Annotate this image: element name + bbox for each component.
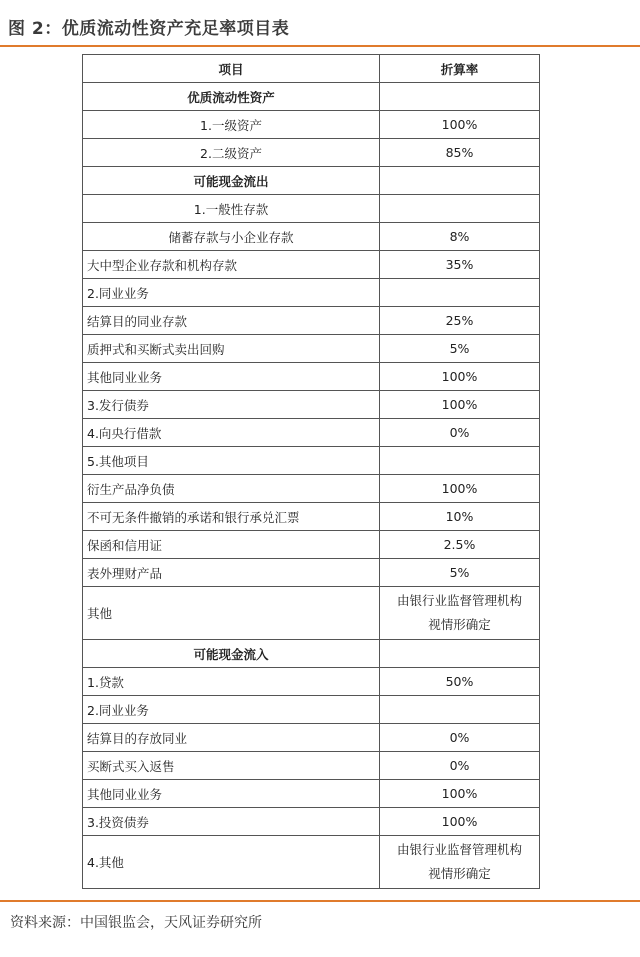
row-item: 大中型企业存款和机构存款: [83, 251, 380, 279]
table-row: [83, 195, 540, 223]
rate-line: 由银行业监督管理机构: [396, 842, 522, 857]
table-row: [83, 447, 540, 475]
rate-line: 由银行业监督管理机构: [396, 593, 522, 608]
row-rate: 85%: [380, 139, 540, 167]
row-rate: [380, 447, 540, 475]
table-row: [83, 139, 540, 167]
table-row: [83, 279, 540, 307]
table-row: [83, 808, 540, 836]
top-rule: [0, 45, 640, 47]
row-rate: [380, 167, 540, 195]
table-row: [83, 559, 540, 587]
row-item: 优质流动性资产: [83, 83, 380, 111]
row-rate: 8%: [380, 223, 540, 251]
row-rate: [380, 836, 540, 889]
row-rate: 35%: [380, 251, 540, 279]
row-item: 1.一般性存款: [83, 195, 380, 223]
row-item: 质押式和买断式卖出回购: [83, 335, 380, 363]
row-item: 衍生产品净负债: [83, 475, 380, 503]
row-item: 1.贷款: [83, 668, 380, 696]
row-item: 2.二级资产: [83, 139, 380, 167]
table-row: [83, 167, 540, 195]
rate-line: 视情形确定: [428, 617, 491, 632]
row-rate: 100%: [380, 780, 540, 808]
row-rate: 0%: [380, 724, 540, 752]
table-row: [83, 668, 540, 696]
figure-title: 图 2：优质流动性资产充足率项目表: [8, 19, 290, 39]
row-item: 其他同业业务: [83, 780, 380, 808]
row-rate: [380, 696, 540, 724]
row-item: 不可无条件撤销的承诺和银行承兑汇票: [83, 503, 380, 531]
row-item: 保函和信用证: [83, 531, 380, 559]
row-item: 5.其他项目: [83, 447, 380, 475]
table-header-row: [83, 55, 540, 83]
bottom-rule: [0, 900, 640, 902]
table-row: [83, 335, 540, 363]
table-body: [83, 83, 540, 889]
table-row: [83, 475, 540, 503]
row-rate: [380, 195, 540, 223]
row-item: 3.投资债券: [83, 808, 380, 836]
table-row: [83, 531, 540, 559]
row-item: 2.同业业务: [83, 696, 380, 724]
table-row: [83, 587, 540, 640]
row-rate: 50%: [380, 668, 540, 696]
table-row: [83, 223, 540, 251]
row-rate: 100%: [380, 111, 540, 139]
liquidity-ratio-table: [82, 54, 540, 889]
row-item: 4.向央行借款: [83, 419, 380, 447]
row-rate: 5%: [380, 335, 540, 363]
row-item: 结算目的同业存款: [83, 307, 380, 335]
row-item: 其他: [83, 587, 380, 640]
rate-line: 视情形确定: [428, 866, 491, 881]
row-item: 买断式买入返售: [83, 752, 380, 780]
row-rate: [380, 83, 540, 111]
row-rate: 5%: [380, 559, 540, 587]
row-item: 可能现金流出: [83, 167, 380, 195]
row-rate: 25%: [380, 307, 540, 335]
table-row: [83, 640, 540, 668]
row-rate: 100%: [380, 475, 540, 503]
table-row: [83, 419, 540, 447]
row-item: 表外理财产品: [83, 559, 380, 587]
row-item: 储蓄存款与小企业存款: [83, 223, 380, 251]
row-item: 结算目的存放同业: [83, 724, 380, 752]
table-row: [83, 251, 540, 279]
row-rate: 2.5%: [380, 531, 540, 559]
row-rate: 100%: [380, 363, 540, 391]
table-row: [83, 724, 540, 752]
source-note: 资料来源：中国银监会，天风证券研究所: [10, 915, 262, 931]
header-rate: 折算率: [380, 55, 540, 83]
row-rate: 0%: [380, 419, 540, 447]
row-rate: 0%: [380, 752, 540, 780]
row-item: 其他同业业务: [83, 363, 380, 391]
table-row: [83, 83, 540, 111]
table-row: [83, 752, 540, 780]
row-item: 3.发行债券: [83, 391, 380, 419]
row-item: 可能现金流入: [83, 640, 380, 668]
row-item: 2.同业业务: [83, 279, 380, 307]
table-row: [83, 696, 540, 724]
header-item: 项目: [83, 55, 380, 83]
row-rate: [380, 279, 540, 307]
table-row: [83, 307, 540, 335]
table-row: [83, 836, 540, 889]
row-rate: 100%: [380, 808, 540, 836]
row-item: 1.一级资产: [83, 111, 380, 139]
row-rate: 10%: [380, 503, 540, 531]
table-row: [83, 780, 540, 808]
row-rate: 100%: [380, 391, 540, 419]
table-row: [83, 391, 540, 419]
row-rate: [380, 640, 540, 668]
row-rate: [380, 587, 540, 640]
table-row: [83, 111, 540, 139]
row-item: 4.其他: [83, 836, 380, 889]
table-row: [83, 503, 540, 531]
table-row: [83, 363, 540, 391]
